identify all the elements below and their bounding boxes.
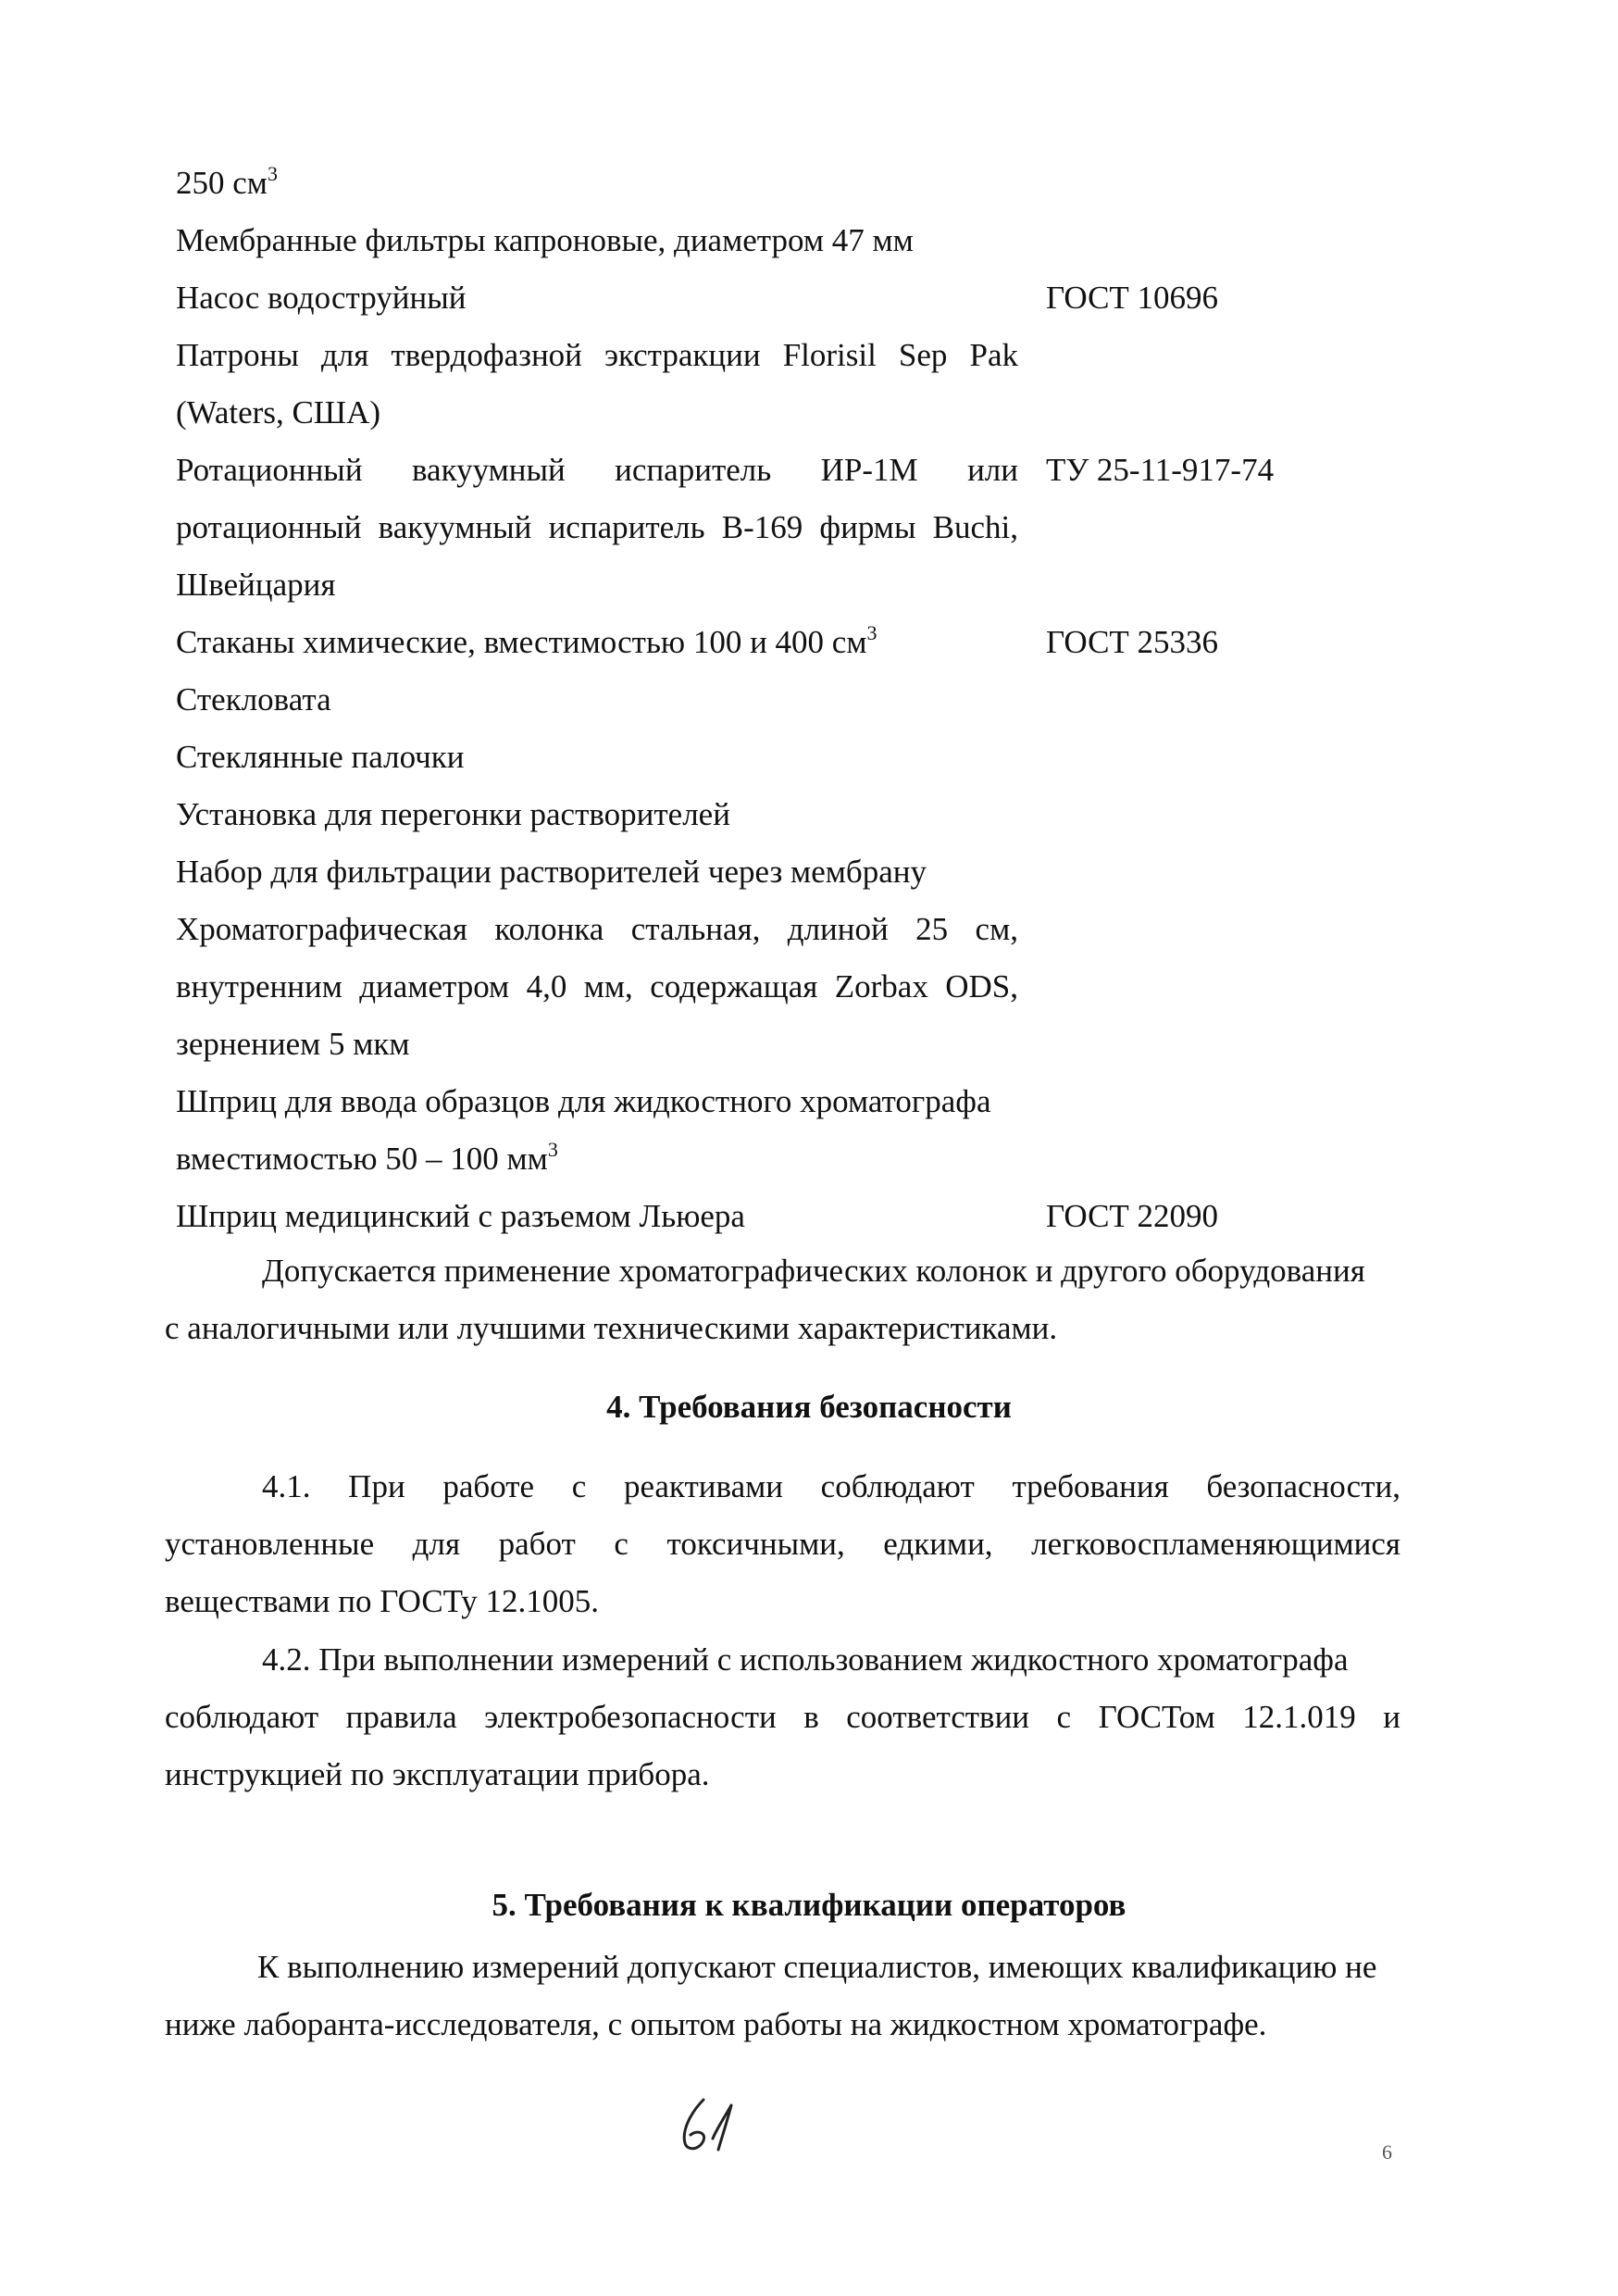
equipment-name-text: ротационный вакуумный испаритель В-169 фирмы Buchi, [176, 509, 1018, 545]
section-4-2-line-3: инструкцией по эксплуатации прибора. [165, 1756, 710, 1792]
section-4-1-line-2: установленные для работ с токсичными, едкими, легковоспламеняющимися [165, 1526, 1400, 1562]
section-4-1-line-3: веществами по ГОСТу 12.1005. [165, 1583, 600, 1619]
equipment-name-text: зернением 5 мкм [176, 1026, 410, 1062]
equipment-name [176, 1028, 410, 1060]
equipment-name [176, 511, 1018, 543]
handwritten-page-number [676, 2092, 750, 2157]
equipment-name [176, 281, 466, 314]
equipment-name [176, 1138, 558, 1177]
equipment-standard: ГОСТ 10696 [1046, 280, 1219, 316]
allowance-line-1: Допускается применение хроматографических колонок и другого оборудования [262, 1253, 1365, 1289]
equipment-name-text: Ротационный вакуумный испаритель ИР-1М или [176, 452, 1018, 488]
equipment-name-text: вместимостью 50 – 100 мм [176, 1141, 548, 1177]
equipment-name-text: Набор для фильтрации растворителей через мембрану [176, 854, 927, 890]
section-5-heading: 5. Требования к квалификации операторов [492, 1887, 1126, 1923]
superscript: 3 [547, 1138, 558, 1161]
equipment-standard: ТУ 25-11-917-74 [1046, 452, 1275, 488]
equipment-name-text: внутренним диаметром 4,0 мм, содержащая Zorbax ODS, [176, 968, 1018, 1004]
equipment-name [176, 855, 927, 888]
equipment-name [176, 162, 278, 201]
section-4-1-line-1: 4.1. При работе с реактивами соблюдают требования безопасности, [262, 1468, 1400, 1504]
allowance-line-2: с аналогичными или лучшими техническими характеристиками. [165, 1310, 1058, 1346]
equipment-name-text: Установка для перегонки растворителей [176, 796, 730, 832]
section-5-line-1: К выполнению измерений допускают специалистов, имеющих квалификацию не [257, 1949, 1377, 1985]
equipment-name [176, 621, 877, 660]
equipment-name-text: Мембранные фильтры капроновые, диаметром 47 мм [176, 222, 914, 258]
section-4-2-line-2: соблюдают правила электробезопасности в соответствии с ГОСТом 12.1.019 и [165, 1699, 1400, 1735]
equipment-name [176, 454, 1018, 486]
equipment-name [176, 798, 730, 830]
equipment-name-text: Шприц для ввода образцов для жидкостного хроматографа [176, 1083, 991, 1119]
equipment-name-text: Шприц медицинский с разъемом Льюера [176, 1198, 745, 1234]
equipment-name [176, 970, 1018, 1003]
superscript: 3 [267, 162, 278, 185]
equipment-name [176, 396, 380, 429]
page-number: 6 [1382, 2140, 1392, 2164]
equipment-name [176, 224, 914, 256]
equipment-name [176, 339, 1018, 371]
equipment-name-text: Швейцария [176, 567, 336, 603]
equipment-name-text: Стаканы химические, вместимостью 100 и 400 см [176, 624, 867, 660]
section-4-2-line-1: 4.2. При выполнении измерений с использованием жидкостного хроматографа [262, 1641, 1349, 1678]
equipment-name [176, 913, 1018, 945]
section-4-heading: 4. Требования безопасности [606, 1389, 1012, 1425]
equipment-name-text: Патроны для твердофазной экстракции Florisil Sep Pak [176, 337, 1018, 373]
equipment-name [176, 1200, 745, 1232]
equipment-name-text: Хроматографическая колонка стальная, длиной 25 см, [176, 911, 1018, 947]
equipment-name-text: Стекловата [176, 681, 331, 718]
equipment-name [176, 683, 331, 716]
equipment-name-text: (Waters, США) [176, 394, 381, 430]
equipment-name [176, 568, 336, 601]
equipment-name [176, 741, 465, 773]
equipment-standard: ГОСТ 22090 [1046, 1198, 1219, 1234]
section-5-line-2: ниже лаборанта-исследователя, с опытом работы на жидкостном хроматографе. [165, 2006, 1267, 2042]
equipment-name-text: 250 см [176, 165, 268, 201]
equipment-standard: ГОСТ 25336 [1046, 624, 1219, 660]
equipment-name-text: Насос водоструйный [176, 280, 467, 316]
equipment-name [176, 1085, 991, 1117]
superscript: 3 [866, 621, 877, 644]
equipment-name-text: Стеклянные палочки [176, 739, 465, 775]
